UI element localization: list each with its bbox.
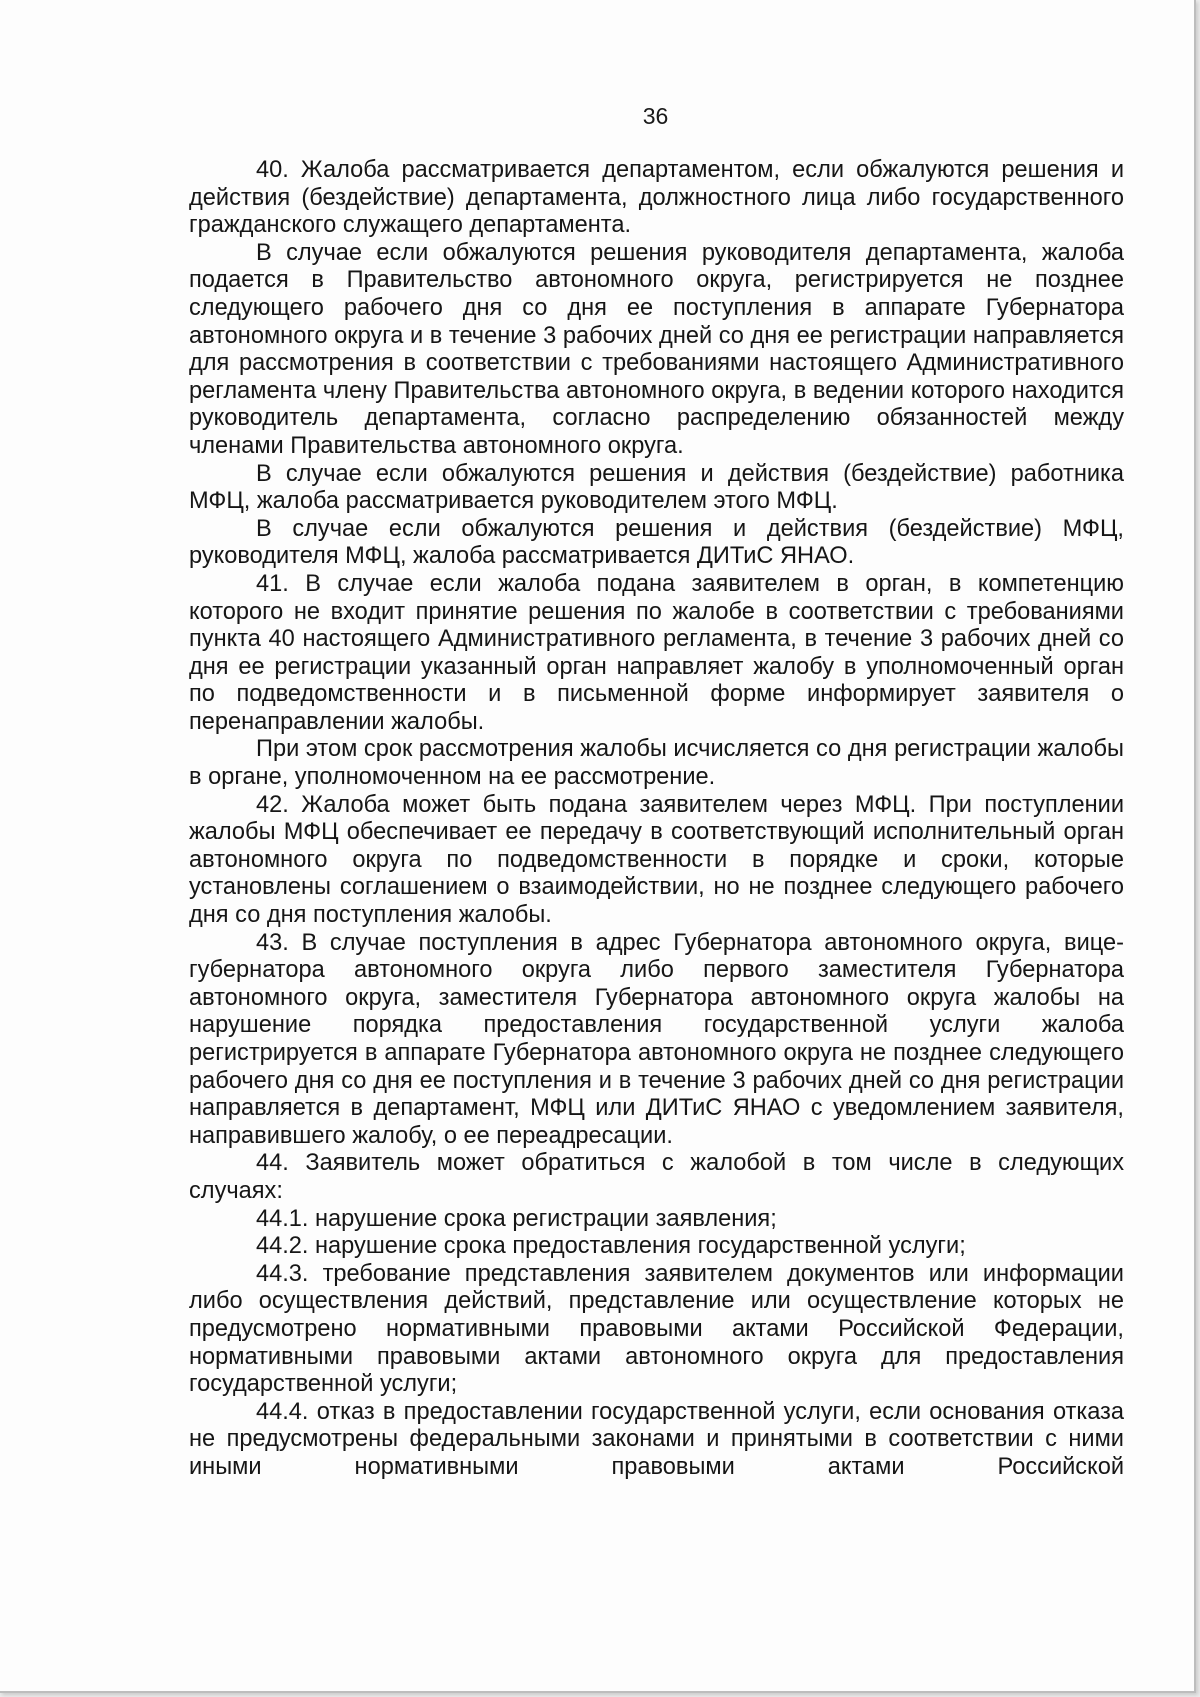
paragraph-44-3: 44.3. требование представления заявителем документов или информации либо осуществления действий, представление или осуществление которых не предусмотрено нормативными правовыми актами Российской Федерации, нормативными правовыми актами автономного округа для предоставления государственной услуги; [189,1260,1124,1398]
paragraph-44-1: 44.1. нарушение срока регистрации заявления; [256,1205,777,1232]
paragraph-42: 42. Жалоба может быть подана заявителем через МФЦ. При поступлении жалобы МФЦ обеспечивает ее передачу в соответствующий исполнительный орган автономного округа по подведомственности в порядке и сроки, которые установлены соглашением о взаимодействии, но не позднее следующего рабочего дня со дня поступления жалобы. [189,791,1124,929]
paragraph-40: 40. Жалоба рассматривается департаментом, если обжалуются решения и действия (бездействие) департамента, должностного лица либо государственного гражданского служащего департамента. [189,157,1124,239]
paragraph-41-term: При этом срок рассмотрения жалобы исчисляется со дня регистрации жалобы в органе, уполномоченном на ее рассмотрение. [189,736,1124,791]
paragraph-40-mfc-employee: В случае если обжалуются решения и действия (бездействие) работника МФЦ, жалоба рассматривается руководителем этого МФЦ. [189,460,1124,515]
document-body [189,157,1124,1482]
paragraph-44: 44. Заявитель может обратиться с жалобой в том числе в следующих случаях: [189,1150,1124,1204]
page-number: 36 [642,103,669,129]
paragraph-43: 43. В случае поступления в адрес Губернатора автономного округа, вице-губернатора автономного округа либо первого заместителя Губернатора автономного округа, заместителя Губернатора автономного округа жалобы на нарушение порядка предоставления государственной услуги жалоба регистрируется в аппарате Губернатора автономного округа не позднее следующего рабочего дня со дня ее поступления и в течение 3 рабочих дней со дня регистрации направляется в департамент, МФЦ или ДИТиС ЯНАО с уведомлением заявителя, направившего жалобу, о ее переадресации. [189,929,1124,1149]
paragraph-41: 41. В случае если жалоба подана заявителем в орган, в компетенцию которого не входит принятие решения по жалобе в соответствии с требованиями пункта 40 настоящего Административного регламента, в течение 3 рабочих дней со дня ее регистрации указанный орган направляет жалобу в уполномоченный орган по подведомственности и в письменной форме информирует заявителя о перенаправлении жалобы. [189,570,1124,735]
paragraph-40-mfc: В случае если обжалуются решения и действия (бездействие) МФЦ, руководителя МФЦ, жалоба рассматривается ДИТиС ЯНАО. [189,515,1124,570]
paragraph-40-appeal-head: В случае если обжалуются решения руководителя департамента, жалоба подается в Правительство автономного округа, регистрируется не позднее следующего рабочего дня со дня ее поступления в аппарате Губернатора автономного округа и в течение 3 рабочих дней со дня ее регистрации направляется для рассмотрения в соответствии с требованиями настоящего Административного регламента члену Правительства автономного округа, в ведении которого находится руководитель департамента, согласно распределению обязанностей между членами Правительства автономного округа. [189,239,1124,459]
paragraph-44-4: 44.4. отказ в предоставлении государственной услуги, если основания отказа не предусмотрены федеральными законами и принятыми в соответствии с ними иными нормативными правовыми актами Российской [189,1398,1124,1480]
paragraph-44-2: 44.2. нарушение срока предоставления государственной услуги; [256,1233,966,1260]
